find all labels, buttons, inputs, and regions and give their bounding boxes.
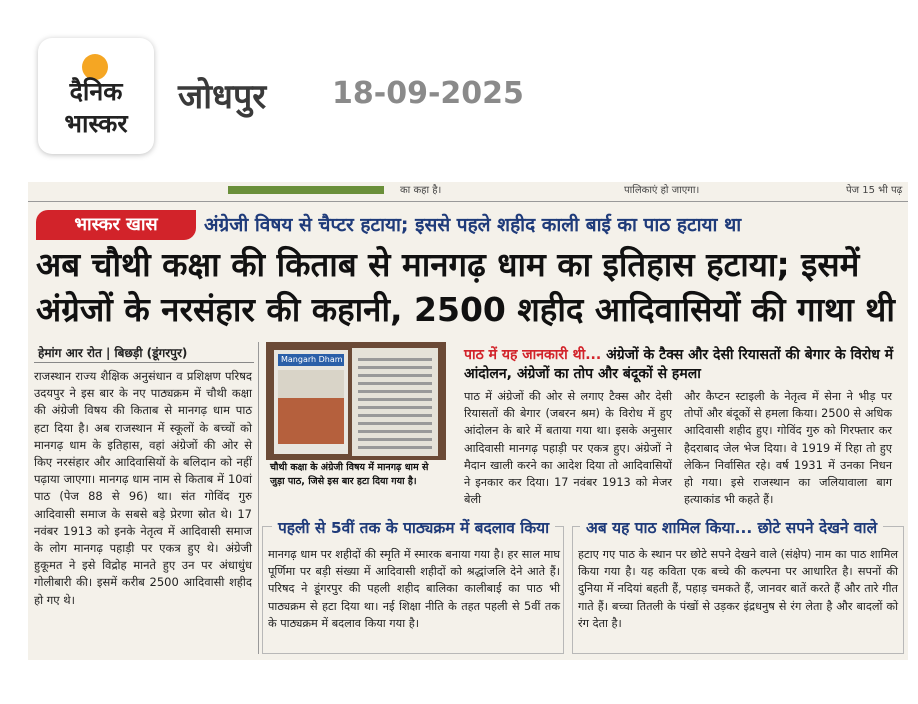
dainik-bhaskar-logo[interactable] (38, 38, 154, 154)
info-subhead (464, 346, 904, 384)
newspaper-clipping[interactable] (28, 182, 908, 660)
section-tag: भास्कर खास (36, 210, 196, 240)
syllabus-change-text: मानगढ़ धाम पर शहीदों की स्मृति में स्मारक बनाया गया है। हर साल माघ पूर्णिमा पर बड़ी संख्या में आदिवासी शहीदों को श्रद्धांजलि देने आते हैं। परिषद ने डूंगरपुर की पहली शहीद बालिका कालीबाई का पाठ भी पाठ्यक्रम से हटा दिया था। नई शिक्षा नीति के तहत पहली से 5वीं तक के पाठ्यक्रम में बदलाव किया गया है। (268, 548, 560, 630)
syllabus-change-title: पहली से 5वीं तक के पाठ्यक्रम में बदलाव किया (272, 516, 555, 540)
headline-line2: अंग्रेजों के नरसंहार की कहानी, 2500 शहीद आदिवासियों की गाथा थी (36, 290, 895, 329)
textbook-photo (266, 342, 446, 490)
strip-green-bar (228, 186, 384, 194)
hill-illustration (278, 398, 344, 444)
textbook-page-left (274, 350, 348, 454)
info-column-1: पाठ में अंग्रेजों की ओर से लगाए टैक्स और देसी रियासतों की बेगार (जबरन श्रम) के विरोध में हुए आंदोलन के बारे में बताया गया था। इसके अनुसार आदिवासी मानगढ़ पहाड़ी पर एकत्र हुए। अंग्रेजों ने मैदान खाली करने का आदेश दिया तो आदिवासियों ने इनकार कर दिया। 17 नवंबर 1913 को मेजर बेली (464, 390, 672, 507)
new-lesson-text: हटाए गए पाठ के स्थान पर छोटे सपने देखने वाले (संक्षेप) नाम का पाठ शामिल किया गया है। यह कविता एक बच्चे की कल्पना पर आधारित है। सपनों की दुनिया में नदियां बहती हैं, पहाड़ चमकते हैं, जानवर बातें करते हैं और तारे गीत गाते हैं। बच्चा तितली के पंखों से उड़कर इंद्रधनुष से रंग लेता है और बादलों को रंग देता है। (578, 548, 898, 630)
body-column-1: राजस्थान राज्य शैक्षिक अनुसंधान व प्रशिक्षण परिषद उदयपुर ने इस बार के नए पाठ्यक्रम में चौथी कक्षा की अंग्रेजी विषय की किताब से मानगढ़ धाम पाठ हटा दिया है। अब राजस्थान में स्कूलों के बच्चों को मानगढ़ धाम के इतिहास, वहां अंग्रेजों की ओर से किए नरसंहार और आदिवासियों के बलिदान को नहीं पढ़ाया जाएगा। मानगढ़ धाम नाम से किताब में 10वां पाठ (पेज 88 से 96) था। संत गोविंद गुरु आदिवासी समाज के सबसे बड़े प्रेरणा स्रोत थे। 17 नवंबर 1913 को इनके नेतृत्व में आदिवासी समाज के लोग मानगढ़ पहाड़ी पर एकत्र हुए थे। अंग्रेजी हुकूमत ने इसे विद्रोह मानते हुए उन पर अंधाधुंध गोलीबारी की। इसमें करीब 2500 आदिवासी शहीद हो गए थे। (34, 369, 252, 607)
article-kicker: अंग्रेजी विषय से चैप्टर हटाया; इससे पहले शहीद काली बाई का पाठ हटाया था (204, 214, 742, 236)
headline-line1: अब चौथी कक्षा की किताब से मानगढ़ धाम का इतिहास हटाया; इसमें (36, 245, 860, 284)
strip-right-snippet: पेज 15 भी पढ़ (846, 185, 903, 196)
header-bar (0, 0, 918, 170)
strip-mid-snippet: पालिकाएं हो जाएगा। (624, 185, 700, 196)
column-divider (258, 342, 259, 654)
book-chapter-title: Mangarh Dham (278, 354, 344, 366)
article-headline (36, 242, 906, 332)
byline-divider (34, 362, 254, 363)
new-lesson-title: अब यह पाठ शामिल किया... छोटे सपने देखने वाले (580, 516, 883, 540)
info-column-2: और कैप्टन स्टाइली के नेतृत्व में सेना ने भीड़ पर तोपों और बंदूकों से हमला किया। 2500 से अधिक आदिवासी शहीद हुए। गोविंद गुरु को गिरफ्तार कर हैदराबाद जेल भेज दिया। वे 1919 में रिहा तो हुए लेकिन निर्वासित रहे। वर्ष 1931 में उनका निधन हो गया। इसे राजस्थान का जलियावाला बाग हत्याकांड भी कहते हैं। (684, 390, 892, 507)
edition-city: जोधपुर (178, 77, 267, 117)
strip-divider (28, 201, 908, 202)
textbook-page-right (352, 348, 438, 456)
edition-date: 18-09-2025 (332, 76, 524, 111)
byline: हेमांग आर रोत | बिछड़ी (डूंगरपुर) (38, 346, 188, 360)
photo-caption: चौथी कक्षा के अंग्रेजी विषय में मानगढ़ धाम से जुड़ा पाठ, जिसे इस बार हटा दिया गया है। (266, 460, 446, 490)
logo-line2: भास्कर (64, 109, 128, 138)
info-subhead-lead: पाठ में यह जानकारी थी... (464, 347, 602, 363)
logo-line1: दैनिक (69, 77, 123, 106)
strip-left-snippet: का कहा है। (400, 185, 442, 196)
info-subhead-rest: अंग्रेजों के टैक्स और देसी रियासतों की बेगार के विरोध में आंदोलन, अंग्रेजों का तोप और बंदूकों से हमला (464, 347, 894, 382)
